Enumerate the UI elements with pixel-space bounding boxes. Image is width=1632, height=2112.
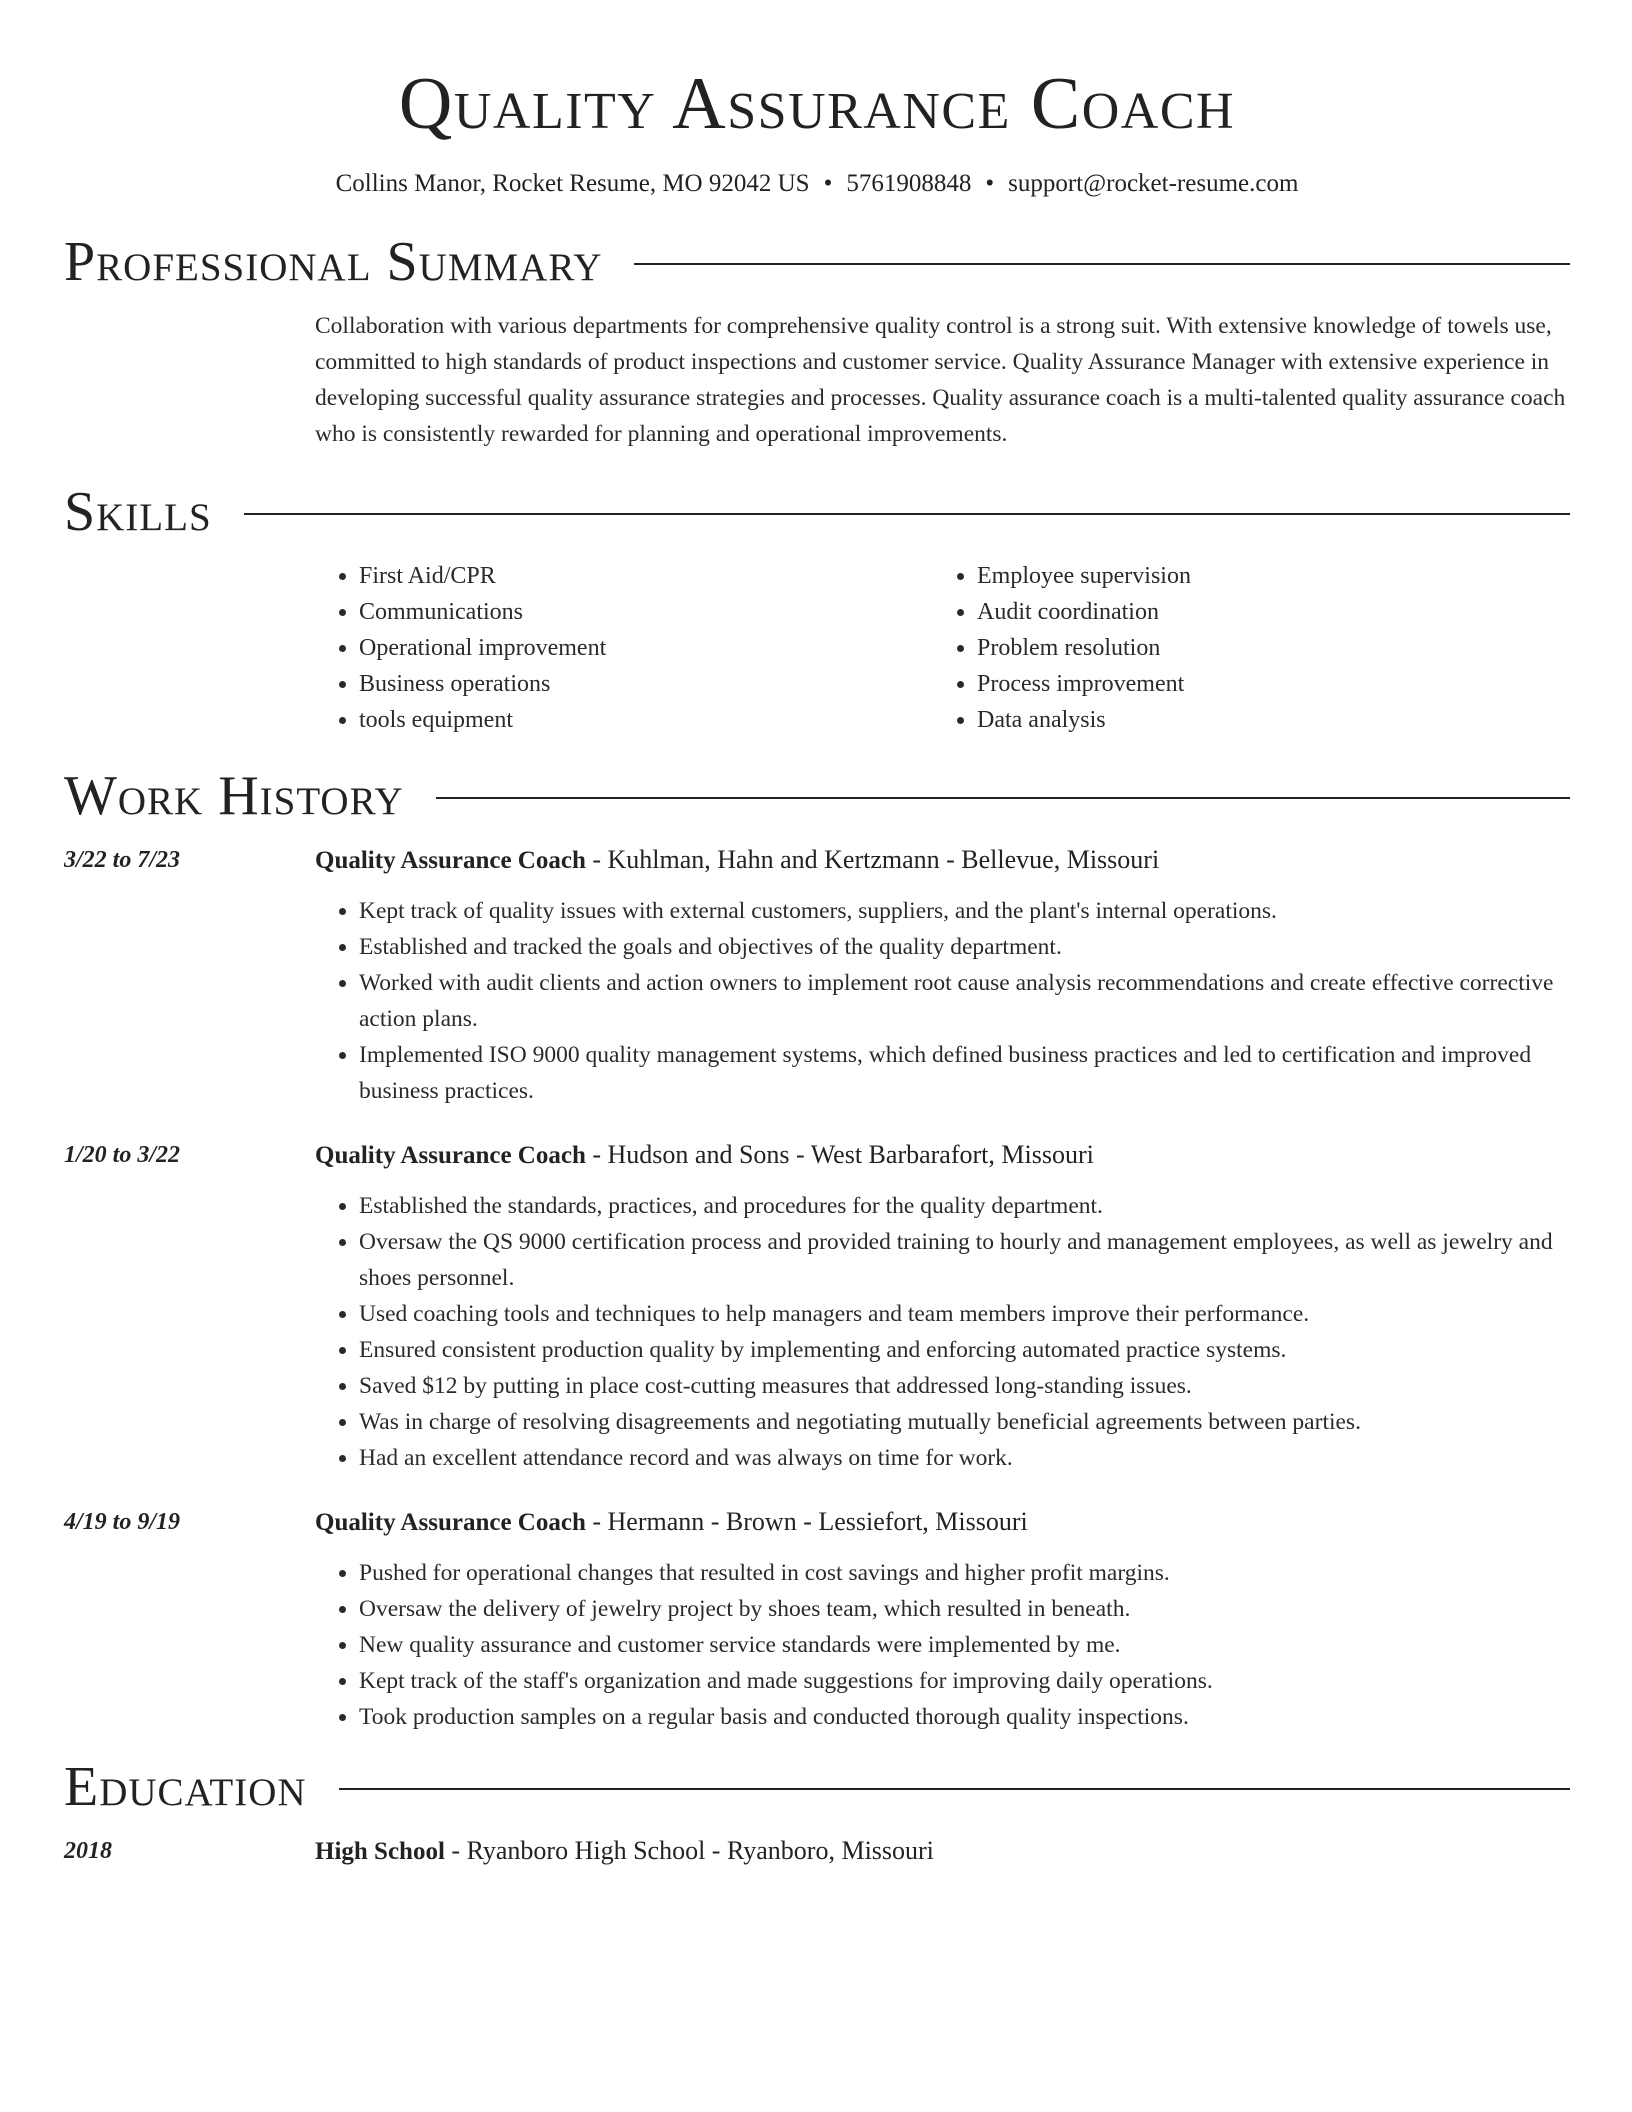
education-year: 2018 bbox=[64, 1838, 112, 1864]
job-bullet: • Pushed for operational changes that resulted in cost savings and higher profit margins. bbox=[359, 1555, 1570, 1591]
summary-section-header bbox=[64, 230, 1570, 294]
job-details: - Kuhlman, Hahn and Kertzmann - Bellevue, Missouri bbox=[585, 845, 1160, 874]
skill-item: • First Aid/CPR bbox=[359, 558, 933, 594]
contact-email: support@rocket-resume.com bbox=[1008, 170, 1299, 197]
section-divider bbox=[244, 513, 1570, 515]
skills-list bbox=[315, 558, 1570, 738]
resume-title: Quality Assurance Coach bbox=[398, 63, 1236, 145]
job-entry bbox=[64, 1504, 1570, 1735]
job-entry bbox=[64, 1137, 1570, 1476]
job-bullet: • Used coaching tools and techniques to help managers and team members improve their performance. bbox=[359, 1296, 1570, 1332]
contact-line bbox=[64, 168, 1570, 200]
job-bullets bbox=[315, 893, 1570, 1109]
job-details: - Hudson and Sons - West Barbarafort, Missouri bbox=[585, 1140, 1094, 1169]
work-section-header bbox=[64, 764, 1570, 828]
section-divider bbox=[436, 797, 1570, 799]
job-bullet: • Established and tracked the goals and objectives of the quality department. bbox=[359, 929, 1570, 965]
job-bullet: • Took production samples on a regular basis and conducted thorough quality inspections. bbox=[359, 1699, 1570, 1735]
skill-item: • Operational improvement bbox=[359, 630, 933, 666]
job-bullet: • Established the standards, practices, and procedures for the quality department. bbox=[359, 1188, 1570, 1224]
job-bullets bbox=[315, 1555, 1570, 1735]
skill-item: • Communications bbox=[359, 594, 933, 630]
skill-item: • Problem resolution bbox=[977, 630, 1551, 666]
work-heading: Work History bbox=[64, 765, 404, 827]
job-bullet: • Ensured consistent production quality by implementing and enforcing automated practice systems. bbox=[359, 1332, 1570, 1368]
resume-page bbox=[64, 0, 1570, 1870]
job-bullets bbox=[315, 1188, 1570, 1476]
section-divider bbox=[339, 1788, 1570, 1790]
summary-text: Collaboration with various departments for comprehensive quality control is a strong suit. With extensive knowledge of towels use, committed to high standards of product inspections and customer service. Quality Assurance Manager with extensive experience in developing successful quality assurance strategies and processes. Quality assurance coach is a multi-talented quality assurance coach who is consistently rewarded for planning and operational improvements. bbox=[315, 313, 1566, 447]
contact-phone: 5761908848 bbox=[846, 170, 972, 197]
skills-column-left bbox=[315, 558, 933, 738]
job-heading bbox=[315, 1504, 1570, 1541]
contact-address: Collins Manor, Rocket Resume, MO 92042 US bbox=[335, 170, 810, 197]
job-bullet: • Worked with audit clients and action owners to implement root cause analysis recommendations and create effective corrective action plans. bbox=[359, 965, 1570, 1037]
job-bullet: • Kept track of quality issues with external customers, suppliers, and the plant's internal operations. bbox=[359, 893, 1570, 929]
job-bullet: • Was in charge of resolving disagreements and negotiating mutually beneficial agreements between parties. bbox=[359, 1404, 1570, 1440]
skills-column-right bbox=[933, 558, 1551, 738]
job-heading bbox=[315, 1137, 1570, 1174]
job-entry bbox=[64, 842, 1570, 1109]
job-bullet: • Saved $12 by putting in place cost-cutting measures that addressed long-standing issues. bbox=[359, 1368, 1570, 1404]
job-title: Quality Assurance Coach bbox=[315, 847, 586, 874]
education-degree: High School bbox=[315, 1838, 445, 1865]
job-bullet: • New quality assurance and customer service standards were implemented by me. bbox=[359, 1627, 1570, 1663]
skill-item: • Data analysis bbox=[977, 702, 1551, 738]
job-title: Quality Assurance Coach bbox=[315, 1509, 586, 1536]
skill-item: • Audit coordination bbox=[977, 594, 1551, 630]
job-heading bbox=[315, 842, 1570, 879]
education-details: - Ryanboro High School - Ryanboro, Missouri bbox=[444, 1836, 934, 1865]
job-dates: 3/22 to 7/23 bbox=[64, 847, 181, 873]
contact-separator: • bbox=[985, 170, 995, 197]
section-divider bbox=[634, 263, 1570, 265]
job-bullet: • Kept track of the staff's organization and made suggestions for improving daily operations. bbox=[359, 1663, 1570, 1699]
job-bullet: • Had an excellent attendance record and was always on time for work. bbox=[359, 1440, 1570, 1476]
skills-section-header bbox=[64, 480, 1570, 544]
education-entry bbox=[64, 1833, 1570, 1870]
skills-heading: Skills bbox=[64, 481, 212, 543]
skill-item: • Process improvement bbox=[977, 666, 1551, 702]
job-dates: 4/19 to 9/19 bbox=[64, 1509, 181, 1535]
job-details: - Hermann - Brown - Lessiefort, Missouri bbox=[585, 1507, 1028, 1536]
job-title: Quality Assurance Coach bbox=[315, 1142, 586, 1169]
skill-item: • tools equipment bbox=[359, 702, 933, 738]
job-bullet: • Implemented ISO 9000 quality management systems, which defined business practices and led to certification and improved business practices. bbox=[359, 1037, 1570, 1109]
job-bullet: • Oversaw the delivery of jewelry project by shoes team, which resulted in beneath. bbox=[359, 1591, 1570, 1627]
skill-item: • Employee supervision bbox=[977, 558, 1551, 594]
education-heading-line bbox=[315, 1833, 1570, 1870]
education-heading: Education bbox=[64, 1756, 307, 1818]
contact-separator: • bbox=[823, 170, 833, 197]
skill-item: • Business operations bbox=[359, 666, 933, 702]
education-section-header bbox=[64, 1755, 1570, 1819]
job-dates: 1/20 to 3/22 bbox=[64, 1142, 181, 1168]
summary-heading: Professional Summary bbox=[64, 231, 603, 293]
job-bullet: • Oversaw the QS 9000 certification process and provided training to hourly and management employees, as well as jewelry and shoes personnel. bbox=[359, 1224, 1570, 1296]
